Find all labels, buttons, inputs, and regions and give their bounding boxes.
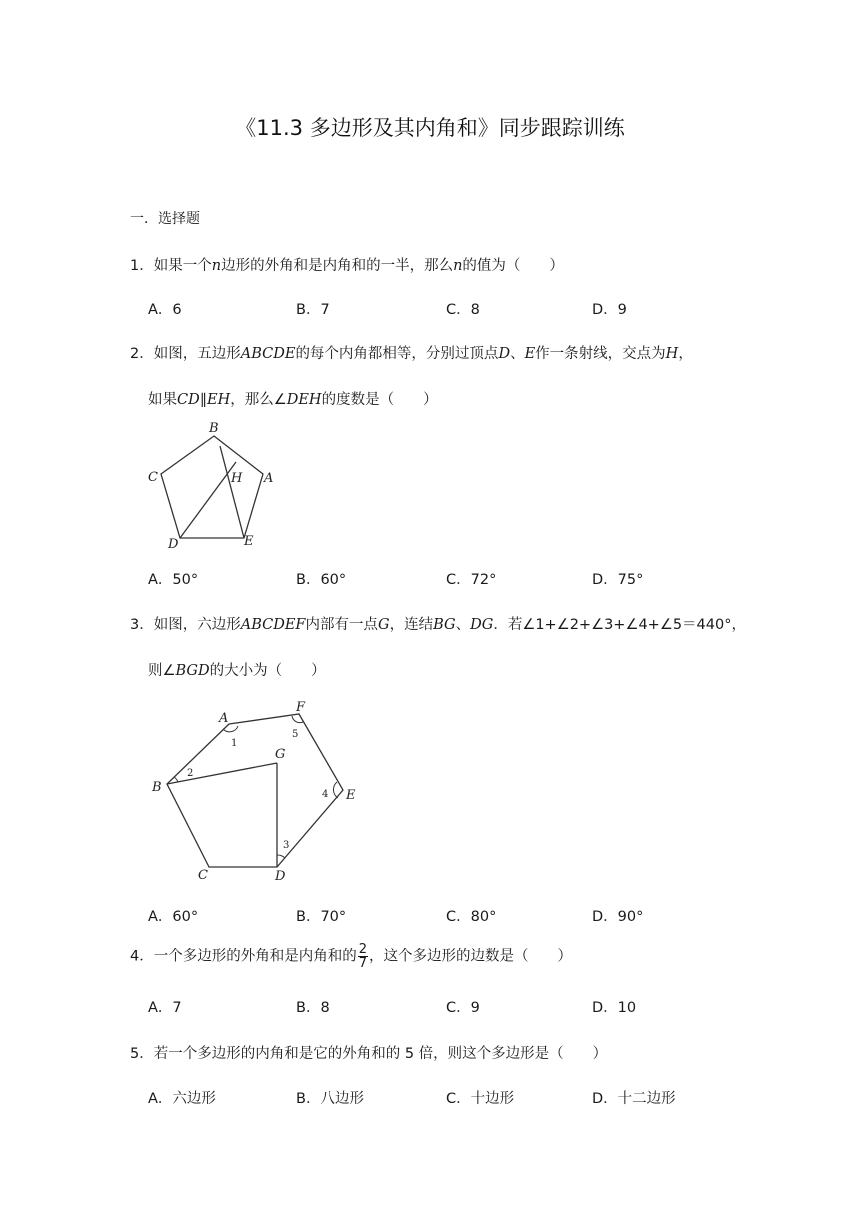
fraction-two-sevenths: $\frac{2}{7}$ xyxy=(358,942,368,971)
question-5-option-a: A．六边形 xyxy=(148,1091,216,1107)
question-5-option-d: D．十二边形 xyxy=(592,1091,676,1107)
question-4-option-c: C．9 xyxy=(446,1000,480,1016)
label-a: A xyxy=(219,711,229,726)
question-1-option-b: B．7 xyxy=(296,302,330,318)
label-g: G xyxy=(275,747,286,762)
angle-4-arc xyxy=(333,782,338,798)
question-1-option-c: C．8 xyxy=(446,302,480,318)
label-d: D xyxy=(168,537,179,552)
question-3-option-d: D．90° xyxy=(592,909,644,925)
question-4-option-b: B．8 xyxy=(296,1000,330,1016)
label-b: B xyxy=(209,421,219,436)
question-4-option-a: A．7 xyxy=(148,1000,182,1016)
question-1-option-d: D．9 xyxy=(592,302,627,318)
ray-from-e xyxy=(220,446,244,538)
question-5-stem: 5．若一个多边形的内角和是它的外角和的 5 倍，则这个多边形是（ ） xyxy=(130,1046,608,1062)
question-4-stem: 4．一个多边形的外角和是内角和的 $\frac{2}{7}$ ，这个多边形的边数是（ ） xyxy=(130,942,573,971)
label-a: A xyxy=(264,471,274,486)
question-2-option-c: C．72° xyxy=(446,572,497,588)
label-c: C xyxy=(148,470,158,485)
question-2-option-d: D．75° xyxy=(592,572,644,588)
angle-1-label: 1 xyxy=(231,738,238,749)
pentagon-figure xyxy=(140,418,290,558)
label-b: B xyxy=(152,780,162,795)
question-3-stem-line-2: 则∠BGD的大小为（ ） xyxy=(148,663,326,679)
question-1-stem: 1．如果一个n边形的外角和是内角和的一半，那么n的值为（ ） xyxy=(130,258,564,274)
question-3-stem: 3．如图，六边形ABCDEF内部有一点G，连结BG、DG．若∠1+∠2+∠3+∠4+∠5＝440°， xyxy=(130,617,746,633)
angle-3-label: 3 xyxy=(283,840,290,851)
question-2-stem: 2．如图，五边形ABCDE的每个内角都相等，分别过顶点D、E作一条射线，交点为H， xyxy=(130,346,693,362)
question-5-option-c: C．十边形 xyxy=(446,1091,515,1107)
angle-4-label: 4 xyxy=(322,789,329,800)
question-2-option-b: B．60° xyxy=(296,572,347,588)
question-1-option-a: A．6 xyxy=(148,302,182,318)
label-d: D xyxy=(275,869,286,884)
hexagon-figure xyxy=(140,695,370,895)
angle-2-label: 2 xyxy=(187,768,194,779)
page-title: 《11.3 多边形及其内角和》同步跟踪训练 xyxy=(235,116,625,140)
question-3-option-b: B．70° xyxy=(296,909,347,925)
section-heading: 一．选择题 xyxy=(130,211,200,227)
angle-2-arc xyxy=(174,777,178,782)
angle-3-arc xyxy=(277,855,285,858)
label-e: E xyxy=(346,788,356,803)
label-h: H xyxy=(231,471,243,486)
question-5-option-b: B．八边形 xyxy=(296,1091,364,1107)
label-e: E xyxy=(244,534,254,549)
angle-5-label: 5 xyxy=(292,729,299,740)
question-3-option-c: C．80° xyxy=(446,909,497,925)
question-3-option-a: A．60° xyxy=(148,909,199,925)
question-2-stem-line-2: 如果CD∥EH，那么∠DEH的度数是（ ） xyxy=(148,392,438,408)
pentagon-outline xyxy=(161,436,263,538)
label-c: C xyxy=(198,868,208,883)
label-f: F xyxy=(296,700,306,715)
hexagon-outline xyxy=(167,714,343,867)
question-4-option-d: D．10 xyxy=(592,1000,637,1016)
question-2-option-a: A．50° xyxy=(148,572,199,588)
segment-bg xyxy=(167,763,277,784)
